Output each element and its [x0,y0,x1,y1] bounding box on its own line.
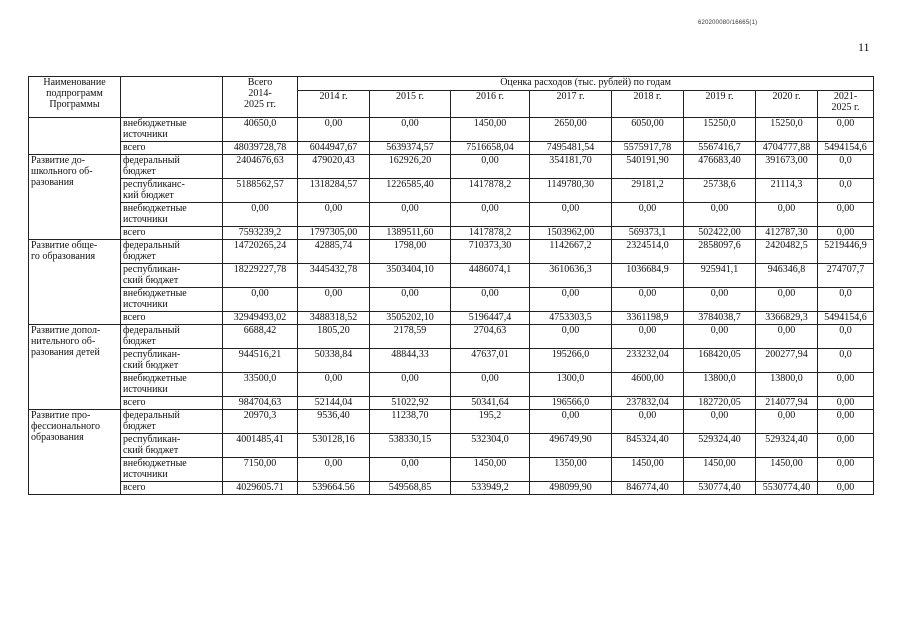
table-row [29,179,874,203]
amount-cell: 7593239,2 [223,227,298,240]
amount-cell: 1350,00 [530,458,612,482]
amount-cell: 168420,05 [684,349,756,373]
amount-cell: 0,00 [756,288,818,312]
amount-cell: 11238,70 [370,410,451,434]
amount-cell: 6688,42 [223,325,298,349]
amount-cell: 5196447,4 [451,312,530,325]
amount-cell: 0,00 [818,118,874,142]
amount-cell: 0,00 [612,325,684,349]
amount-cell: 0,00 [370,373,451,397]
header-year: 2016 г. [451,91,530,118]
table-row [29,312,874,325]
amount-cell: 0,00 [818,227,874,240]
amount-cell: 946346,8 [756,264,818,288]
funding-source-cell: внебюджетные источники [121,458,223,482]
amount-cell: 1389511,60 [370,227,451,240]
amount-cell: 0,00 [370,118,451,142]
amount-cell: 533949,2 [451,482,530,495]
amount-cell: 479020,43 [298,155,370,179]
amount-cell: 1036684,9 [612,264,684,288]
amount-cell: 0,00 [298,118,370,142]
table-row [29,264,874,288]
amount-cell: 0,00 [530,410,612,434]
amount-cell: 529324,40 [756,434,818,458]
amount-cell: 1798,00 [370,240,451,264]
amount-cell: 5639374,57 [370,142,451,155]
amount-cell: 200277,94 [756,349,818,373]
amount-cell: 3503404,10 [370,264,451,288]
amount-cell: 0,0 [818,325,874,349]
expenditure-table [28,76,874,495]
funding-source-cell: внебюджетные источники [121,373,223,397]
amount-cell: 195266,0 [530,349,612,373]
funding-source-cell: всего [121,142,223,155]
amount-cell: 3505202,10 [370,312,451,325]
amount-cell: 2404676,63 [223,155,298,179]
amount-cell: 0,00 [818,373,874,397]
amount-cell: 3610636,3 [530,264,612,288]
amount-cell: 274707,7 [818,264,874,288]
amount-cell: 0,00 [530,325,612,349]
header-year: 2018 г. [612,91,684,118]
amount-cell: 15250,0 [684,118,756,142]
amount-cell: 4753303,5 [530,312,612,325]
amount-cell: 0,00 [370,288,451,312]
amount-cell: 1450,00 [451,458,530,482]
amount-cell: 2704,63 [451,325,530,349]
amount-cell: 5219446,9 [818,240,874,264]
subprogram-name-cell: Развитие про- фессионального образования [29,410,121,495]
amount-cell: 539664.56 [298,482,370,495]
amount-cell: 233232,04 [612,349,684,373]
page-number: 11 [858,40,870,54]
amount-cell: 14720265,24 [223,240,298,264]
amount-cell: 9536,40 [298,410,370,434]
table-row [29,458,874,482]
amount-cell: 1450,00 [612,458,684,482]
amount-cell: 0,00 [530,288,612,312]
funding-source-cell: федеральный бюджет [121,155,223,179]
amount-cell: 0,00 [451,288,530,312]
amount-cell: 196566,0 [530,397,612,410]
funding-source-cell: республикан- ский бюджет [121,434,223,458]
amount-cell: 48844,33 [370,349,451,373]
amount-cell: 845324,40 [612,434,684,458]
funding-source-cell: федеральный бюджет [121,410,223,434]
amount-cell: 1318284,57 [298,179,370,203]
amount-cell: 0,00 [451,373,530,397]
amount-cell: 529324,40 [684,434,756,458]
amount-cell: 162926,20 [370,155,451,179]
funding-source-cell: республикан- ский бюджет [121,264,223,288]
amount-cell: 7495481,54 [530,142,612,155]
amount-cell: 182720,05 [684,397,756,410]
table-row [29,118,874,142]
amount-cell: 18229227,78 [223,264,298,288]
amount-cell: 984704,63 [223,397,298,410]
funding-source-cell: всего [121,482,223,495]
amount-cell: 1805,20 [298,325,370,349]
amount-cell: 0,00 [756,325,818,349]
amount-cell: 2324514,0 [612,240,684,264]
subprogram-name-cell: Развитие до- школьного об- разования [29,155,121,240]
amount-cell: 2178,59 [370,325,451,349]
amount-cell: 846774,40 [612,482,684,495]
amount-cell: 0,0 [818,349,874,373]
amount-cell: 0,00 [818,397,874,410]
amount-cell: 0,0 [818,155,874,179]
amount-cell: 0,0 [818,288,874,312]
amount-cell: 502422,00 [684,227,756,240]
amount-cell: 1450,00 [684,458,756,482]
amount-cell: 0,00 [223,203,298,227]
amount-cell: 5188562,57 [223,179,298,203]
amount-cell: 5530774,40 [756,482,818,495]
header-year: 2021- 2025 г. [818,91,874,118]
amount-cell: 0,00 [818,410,874,434]
amount-cell: 51022,92 [370,397,451,410]
amount-cell: 530128,16 [298,434,370,458]
amount-cell: 7150,00 [223,458,298,482]
amount-cell: 412787,30 [756,227,818,240]
document-id: 620200080/16665(1) [698,20,758,26]
amount-cell: 944516,21 [223,349,298,373]
table-row [29,410,874,434]
amount-cell: 925941,1 [684,264,756,288]
amount-cell: 40650,0 [223,118,298,142]
amount-cell: 549568,85 [370,482,451,495]
amount-cell: 0,00 [530,203,612,227]
amount-cell: 0,00 [684,325,756,349]
amount-cell: 1417878,2 [451,227,530,240]
amount-cell: 1417878,2 [451,179,530,203]
amount-cell: 0,00 [818,203,874,227]
amount-cell: 0,00 [612,288,684,312]
amount-cell: 50341,64 [451,397,530,410]
amount-cell: 0,00 [451,203,530,227]
amount-cell: 15250,0 [756,118,818,142]
amount-cell: 496749,90 [530,434,612,458]
amount-cell: 0,00 [684,203,756,227]
amount-cell: 13800,0 [756,373,818,397]
amount-cell: 530774,40 [684,482,756,495]
amount-cell: 0,00 [298,373,370,397]
amount-cell: 3361198,9 [612,312,684,325]
amount-cell: 532304,0 [451,434,530,458]
amount-cell: 3784038,7 [684,312,756,325]
amount-cell: 710373,30 [451,240,530,264]
amount-cell: 33500,0 [223,373,298,397]
amount-cell: 7516658,04 [451,142,530,155]
amount-cell: 5575917,78 [612,142,684,155]
amount-cell: 4486074,1 [451,264,530,288]
amount-cell: 20970,3 [223,410,298,434]
funding-source-cell: республикан- ский бюджет [121,349,223,373]
table-row [29,482,874,495]
header-year: 2019 г. [684,91,756,118]
funding-source-cell: федеральный бюджет [121,240,223,264]
table-row [29,240,874,264]
amount-cell: 0,00 [612,410,684,434]
amount-cell: 0,00 [370,203,451,227]
amount-cell: 195,2 [451,410,530,434]
header-year: 2020 г. [756,91,818,118]
amount-cell: 1797305,00 [298,227,370,240]
table-row [29,373,874,397]
amount-cell: 0,00 [818,434,874,458]
amount-cell: 540191,90 [612,155,684,179]
table-row [29,434,874,458]
amount-cell: 1300,0 [530,373,612,397]
amount-cell: 0,00 [756,203,818,227]
header-year: 2014 г. [298,91,370,118]
amount-cell: 3488318,52 [298,312,370,325]
amount-cell: 538330,15 [370,434,451,458]
amount-cell: 1503962,00 [530,227,612,240]
amount-cell: 0,00 [684,288,756,312]
header-subprogram-name: Наименование подпрограмм Программы [29,77,121,118]
amount-cell: 1450,00 [451,118,530,142]
amount-cell: 4001485,41 [223,434,298,458]
amount-cell: 6044947,67 [298,142,370,155]
funding-source-cell: внебюджетные источники [121,203,223,227]
amount-cell: 1142667,2 [530,240,612,264]
amount-cell: 569373,1 [612,227,684,240]
amount-cell: 354181,70 [530,155,612,179]
amount-cell: 3445432,78 [298,264,370,288]
amount-cell: 5494154,6 [818,312,874,325]
amount-cell: 214077,94 [756,397,818,410]
amount-cell: 5567416,7 [684,142,756,155]
table-row [29,142,874,155]
amount-cell: 0,00 [818,482,874,495]
amount-cell: 2650,00 [530,118,612,142]
amount-cell: 21114,3 [756,179,818,203]
amount-cell: 0,00 [298,288,370,312]
table-row [29,288,874,312]
amount-cell: 5494154,6 [818,142,874,155]
amount-cell: 4029605.71 [223,482,298,495]
table-row [29,227,874,240]
amount-cell: 4600,00 [612,373,684,397]
amount-cell: 2858097,6 [684,240,756,264]
amount-cell: 42885,74 [298,240,370,264]
amount-cell: 32949493,02 [223,312,298,325]
amount-cell: 0,00 [298,203,370,227]
amount-cell: 498099,90 [530,482,612,495]
amount-cell: 6050,00 [612,118,684,142]
funding-source-cell: всего [121,397,223,410]
subprogram-name-cell: Развитие обще- го образования [29,240,121,325]
table-row [29,325,874,349]
funding-source-cell: всего [121,227,223,240]
amount-cell: 0,00 [298,458,370,482]
funding-source-cell: внебюджетные источники [121,288,223,312]
amount-cell: 0,00 [684,410,756,434]
amount-cell: 0,00 [370,458,451,482]
amount-cell: 29181,2 [612,179,684,203]
header-expense-estimate: Оценка расходов (тыс. рублей) по годам [298,77,874,91]
amount-cell: 0,00 [451,155,530,179]
amount-cell: 4704777,88 [756,142,818,155]
amount-cell: 3366829,3 [756,312,818,325]
amount-cell: 52144,04 [298,397,370,410]
table-row [29,203,874,227]
amount-cell: 0,0 [818,179,874,203]
funding-source-cell: внебюджетные источники [121,118,223,142]
amount-cell: 0,00 [756,410,818,434]
amount-cell: 1226585,40 [370,179,451,203]
table-row [29,349,874,373]
amount-cell: 237832,04 [612,397,684,410]
amount-cell: 0,00 [818,458,874,482]
table-row [29,155,874,179]
funding-source-cell: всего [121,312,223,325]
table-row [29,397,874,410]
subprogram-name-cell: Развитие допол- нительного об- разования детей [29,325,121,410]
amount-cell: 48039728,78 [223,142,298,155]
amount-cell: 1450,00 [756,458,818,482]
subprogram-name-cell [29,118,121,155]
header-funding-source [121,77,223,118]
amount-cell: 0,00 [223,288,298,312]
amount-cell: 13800,0 [684,373,756,397]
funding-source-cell: федеральный бюджет [121,325,223,349]
amount-cell: 1149780,30 [530,179,612,203]
funding-source-cell: республиканс- кий бюджет [121,179,223,203]
amount-cell: 47637,01 [451,349,530,373]
amount-cell: 2420482,5 [756,240,818,264]
header-total: Всего 2014- 2025 гг. [223,77,298,118]
amount-cell: 50338,84 [298,349,370,373]
amount-cell: 0,00 [612,203,684,227]
header-year: 2015 г. [370,91,451,118]
amount-cell: 25738,6 [684,179,756,203]
amount-cell: 476683,40 [684,155,756,179]
header-year: 2017 г. [530,91,612,118]
amount-cell: 391673,00 [756,155,818,179]
